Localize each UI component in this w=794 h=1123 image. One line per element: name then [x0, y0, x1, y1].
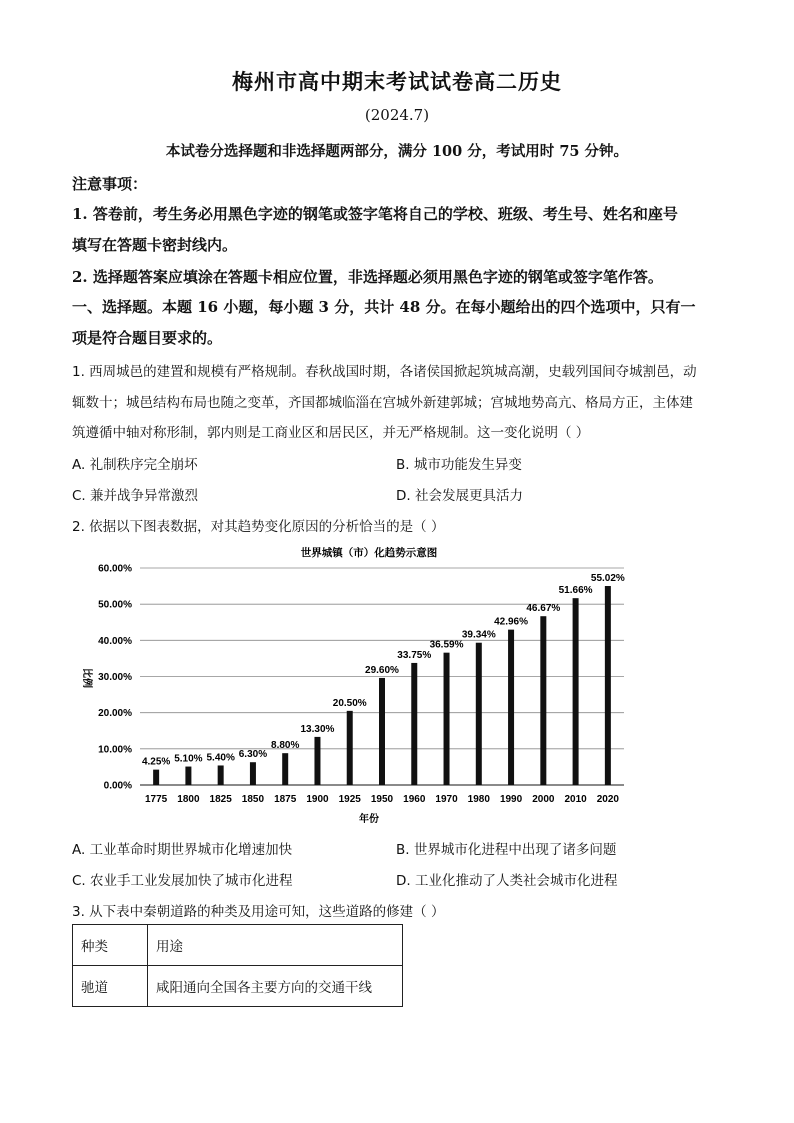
bar-value-label: 13.30%: [300, 723, 335, 735]
y-tick-label: 20.00%: [98, 708, 132, 720]
x-tick-label: 2020: [596, 794, 619, 805]
x-tick-label: 1960: [403, 794, 426, 805]
page-title: 梅州市高中期末考试试卷高二历史: [232, 69, 562, 94]
bar-value-label: 20.50%: [332, 697, 367, 709]
bar-value-label: 5.40%: [206, 752, 235, 764]
bar: [476, 643, 482, 785]
q3-road-table: [72, 924, 403, 1007]
y-tick-label: 0.00%: [103, 780, 132, 792]
bar: [185, 767, 191, 785]
bar: [573, 598, 579, 785]
y-tick-label: 50.00%: [98, 599, 132, 611]
bar: [411, 663, 417, 785]
x-tick-label: 1825: [209, 794, 232, 805]
bar: [153, 770, 159, 785]
table-header-usage: 用途: [148, 925, 403, 966]
bar: [605, 586, 611, 785]
exam-date: (2024.7): [364, 106, 430, 124]
x-tick-label: 2000: [532, 794, 555, 805]
x-tick-label: 1990: [499, 794, 523, 805]
x-tick-label: 1850: [241, 794, 265, 805]
note-item-1-line-1: 1. 答卷前，考生务必用黑色字迹的钢笔或签字笔将自己的学校、班级、考生号、姓名和座号: [72, 205, 678, 223]
notes-heading: 注意事项：: [72, 175, 148, 193]
section-heading-line-1: 一、选择题。本题 16 小题，每小题 3 分，共计 48 分。在每小题给出的四个选项中，只有一: [72, 298, 696, 316]
bar-value-label: 36.59%: [429, 639, 464, 651]
q1-stem-line-2: 辄数十；城邑结构布局也随之变革，齐国都城临淄在宫城外新建郭城；宫城地势高亢、格局方正，主体建: [72, 395, 693, 411]
bar-value-label: 4.25%: [141, 756, 171, 768]
bar-value-label: 55.02%: [590, 573, 625, 585]
q2-option-d[interactable]: D. 工业化推动了人类社会城市化进程: [396, 873, 618, 889]
bar-value-label: 51.66%: [558, 585, 593, 597]
bar: [282, 753, 288, 785]
q1-option-c[interactable]: C. 兼并战争异常激烈: [72, 488, 199, 504]
x-tick-label: 1900: [306, 794, 329, 805]
q2-option-a[interactable]: A. 工业革命时期世界城市化增速加快: [72, 842, 293, 858]
bar: [314, 737, 320, 785]
x-tick-label: 1950: [370, 794, 394, 805]
bar: [508, 630, 514, 785]
x-tick-label: 1800: [177, 794, 200, 805]
bar-value-label: 42.96%: [494, 616, 529, 628]
y-tick-label: 10.00%: [98, 744, 132, 756]
table-cell-usage: 咸阳通向全国各主要方向的交通干线: [148, 966, 403, 1007]
x-tick-label: 1925: [338, 794, 361, 805]
q2-stem: 2. 依据以下图表数据，对其趋势变化原因的分析恰当的是（ ）: [72, 519, 445, 535]
urbanization-bar-chart: [72, 540, 632, 830]
q1-stem-line-3: 筑遵循中轴对称形制，郭内则是工商业区和居民区，并无严格规制。这一变化说明（ ）: [72, 425, 590, 441]
bar-value-label: 29.60%: [365, 664, 399, 676]
note-item-1-line-2: 填写在答题卡密封线内。: [72, 236, 238, 254]
chart-title: 世界城镇（市）化趋势示意图: [300, 547, 438, 559]
bar: [250, 762, 256, 785]
x-tick-label: 1970: [435, 794, 458, 805]
q2-option-c[interactable]: C. 农业手工业发展加快了城市化进程: [72, 873, 293, 889]
q1-option-a[interactable]: A. 礼制秩序完全崩坏: [72, 457, 198, 473]
y-tick-label: 40.00%: [98, 635, 132, 647]
table-header-type: 种类: [73, 925, 148, 966]
q1-stem-line-1: 1. 西周城邑的建置和规模有严格规制。春秋战国时期，各诸侯国掀起筑城高潮，史载列国间夺城割邑，动: [72, 364, 697, 380]
bar: [218, 765, 224, 785]
x-tick-label: 1875: [274, 794, 297, 805]
q3-stem: 3. 从下表中秦朝道路的种类及用途可知，这些道路的修建（ ）: [72, 904, 445, 920]
bar-value-label: 39.34%: [461, 629, 496, 641]
bar: [540, 616, 546, 785]
bar-value-label: 5.10%: [174, 753, 203, 765]
x-tick-label: 2010: [564, 794, 587, 805]
bar-value-label: 8.80%: [271, 740, 300, 752]
bar-value-label: 33.75%: [397, 649, 432, 661]
x-tick-label: 1980: [467, 794, 490, 805]
bar: [347, 711, 353, 785]
q1-option-d[interactable]: D. 社会发展更具活力: [396, 488, 523, 504]
bar: [379, 678, 385, 785]
y-tick-label: 30.00%: [98, 672, 132, 683]
section-heading-line-2: 项是符合题目要求的。: [72, 329, 223, 347]
bar: [444, 653, 450, 785]
bar-value-label: 6.30%: [238, 749, 268, 761]
exam-intro: 本试卷分选择题和非选择题两部分，满分 100 分，考试用时 75 分钟。: [165, 143, 629, 160]
table-row: [73, 966, 403, 1007]
table-cell-type: 驰道: [73, 966, 148, 1007]
x-axis-label: 年份: [359, 814, 379, 825]
y-tick-label: 60.00%: [98, 563, 132, 575]
table-header-row: [73, 925, 403, 966]
q1-option-b[interactable]: B. 城市功能发生异变: [396, 457, 522, 473]
y-axis-label: 比例: [81, 668, 92, 688]
q2-option-b[interactable]: B. 世界城市化进程中出现了诸多问题: [396, 842, 617, 858]
note-item-2: 2. 选择题答案应填涂在答题卡相应位置，非选择题必须用黑色字迹的钢笔或签字笔作答。: [72, 268, 663, 286]
x-tick-label: 1775: [145, 794, 168, 805]
bar-value-label: 46.67%: [526, 603, 561, 615]
